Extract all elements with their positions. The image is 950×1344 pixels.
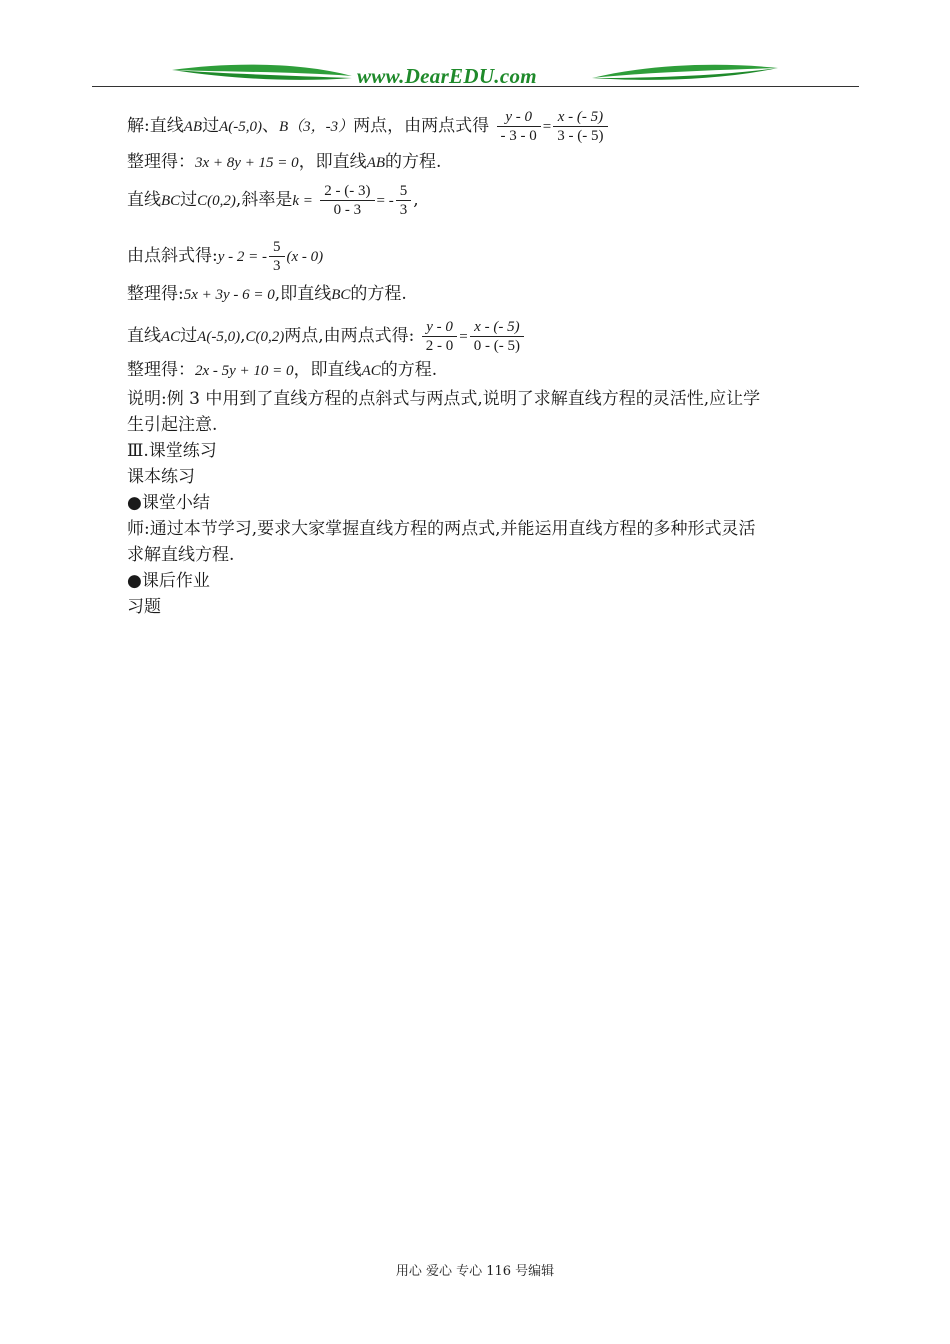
fraction: $\frac{y - 0}{- 3 - 0}$ bbox=[497, 108, 541, 145]
text-line: 由点斜式得:y - 2 = - $\frac{5}{3}$ (x - 0) bbox=[127, 239, 324, 274]
fraction: $\frac{x - (- 5)}{0 - (- 5)}$ bbox=[470, 318, 524, 355]
header-rule bbox=[92, 86, 859, 87]
text-line: 课本练习 bbox=[127, 467, 195, 487]
site-name-logo: www.DearEDU.com bbox=[357, 64, 537, 88]
page-header bbox=[0, 0, 950, 100]
section-heading: ●课后作业 bbox=[127, 571, 210, 591]
text-line: 整理得：2x - 5y + 10 = 0，即直线AC的方程. bbox=[127, 360, 438, 380]
text-line: 师:通过本节学习,要求大家掌握直线方程的两点式,并能运用直线方程的多种形式灵活 bbox=[127, 519, 756, 539]
section-heading: ●课堂小结 bbox=[127, 493, 210, 513]
text-line: 整理得:5x + 3y - 6 = 0,即直线BC的方程. bbox=[127, 284, 407, 304]
text-line: 习题 bbox=[127, 597, 161, 617]
section-heading: Ⅲ.课堂练习 bbox=[127, 441, 217, 461]
text-line: 解:直线AB过A(-5,0)、B（3，-3）两点，由两点式得 $\frac{y - 0}{- 3 - 0}$ = $\frac{x - (- 5)}{3 - (- 5)}$ bbox=[127, 108, 610, 145]
fraction: $\frac{2 - (- 3)}{0 - 3}$ bbox=[320, 182, 374, 219]
page-footer: 用心 爱心 专心 116 号编辑 bbox=[395, 1264, 555, 1279]
text-line: 直线AC过A(-5,0),C(0,2)两点,由两点式得: $\frac{y - 0}{2 - 0}$ = $\frac{x - (- 5)}{0 - (- 5)}$ bbox=[127, 318, 526, 355]
text-line: 整理得：3x + 8y + 15 = 0，即直线AB的方程. bbox=[127, 152, 442, 172]
fraction: $\frac{y - 0}{2 - 0}$ bbox=[422, 318, 458, 355]
fraction: $\frac{5}{3}$ bbox=[269, 238, 285, 275]
note-line: 生引起注意. bbox=[127, 415, 218, 435]
fraction: $\frac{5}{3}$ bbox=[396, 182, 412, 219]
text-line: 求解直线方程. bbox=[127, 545, 235, 565]
note-line: 说明:例 3 中用到了直线方程的点斜式与两点式,说明了求解直线方程的灵活性,应让学 bbox=[127, 389, 761, 409]
fraction: $\frac{x - (- 5)}{3 - (- 5)}$ bbox=[553, 108, 607, 145]
text-line: 直线BC过C(0,2),斜率是k = $\frac{2 - (- 3)}{0 - 3}$ = - $\frac{5}{3}$ , bbox=[127, 183, 419, 218]
